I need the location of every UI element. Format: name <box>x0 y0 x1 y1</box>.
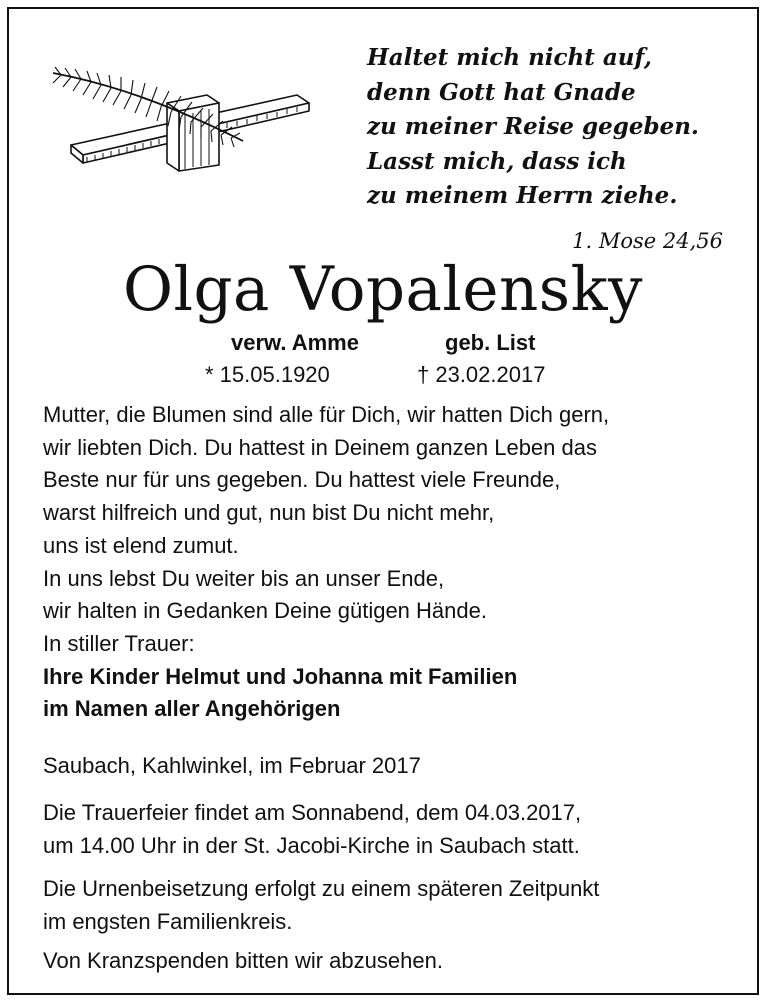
tribute-line: wir liebten Dich. Du hattest in Deinem ganzen Leben das <box>43 434 597 460</box>
tribute-text <box>43 399 743 628</box>
verse-line: zu meiner Reise gegeben. <box>367 113 699 140</box>
wreath-line: Von Kranzspenden bitten wir abzusehen. <box>43 948 443 973</box>
ceremony-notice <box>43 797 743 862</box>
place-date <box>43 750 743 783</box>
urn-line: Die Urnenbeisetzung erfolgt zu einem späteren Zeitpunkt <box>43 876 600 901</box>
cross-with-palm-frond-icon <box>47 65 315 177</box>
urn-notice <box>43 873 743 938</box>
birth-date: * 15.05.1920 <box>205 362 330 387</box>
verse-reference: 1. Mose 24,56 <box>572 229 723 253</box>
verse-line: Haltet mich nicht auf, <box>367 44 652 71</box>
verse-line: Lasst mich, dass ich <box>367 147 627 175</box>
mourners-line: Ihre Kinder Helmut und Johanna mit Familien <box>43 663 518 689</box>
ceremony-line: um 14.00 Uhr in der St. Jacobi-Kirche in Saubach statt. <box>43 832 580 858</box>
place-date-text: Saubach, Kahlwinkel, im Februar 2017 <box>43 753 421 778</box>
tribute-line: In uns lebst Du weiter bis an unser Ende, <box>43 565 445 591</box>
tribute-line: warst hilfreich und gut, nun bist Du nicht mehr, <box>43 500 495 526</box>
deceased-name: Olga Vopalensky <box>122 254 644 325</box>
tribute-line: wir halten in Gedanken Deine gütigen Hände. <box>43 598 487 624</box>
tribute-line: Mutter, die Blumen sind alle für Dich, wir hatten Dich gern, <box>43 402 610 427</box>
mourners-block <box>43 628 743 726</box>
verse-line: denn Gott hat Gnade <box>367 78 636 106</box>
widowed-name: verw. Amme <box>231 330 359 355</box>
mourners-intro: In stiller Trauer: <box>43 631 195 656</box>
tribute-line: uns ist elend zumut. <box>43 532 239 558</box>
verse-line: zu meinem Herrn ziehe. <box>367 182 678 209</box>
tribute-line: Beste nur für uns gegeben. Du hattest viele Freunde, <box>43 467 561 493</box>
urn-line: im engsten Familienkreis. <box>43 908 293 934</box>
mourners-line: im Namen aller Angehörigen <box>43 696 341 722</box>
bible-verse <box>367 41 737 214</box>
wreath-notice <box>43 945 743 978</box>
obituary-notice <box>7 7 759 995</box>
ceremony-line: Die Trauerfeier findet am Sonnabend, dem 04.03.2017, <box>43 800 582 825</box>
death-date: † 23.02.2017 <box>417 362 546 387</box>
birth-name: geb. List <box>445 330 536 355</box>
